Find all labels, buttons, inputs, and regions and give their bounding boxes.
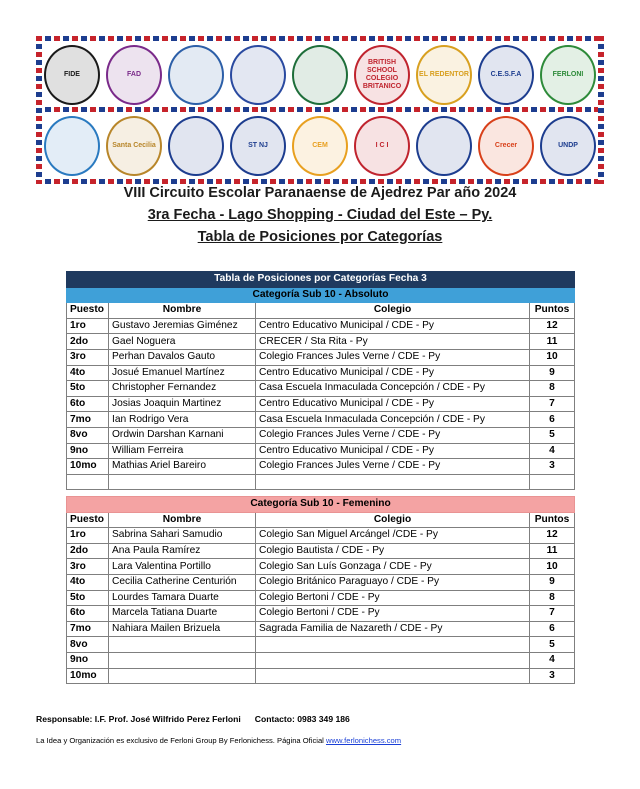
table-row <box>67 427 575 443</box>
cell-colegio: Colegio Bertoni / CDE - Py <box>256 590 530 606</box>
cell-puntos: 4 <box>530 443 575 459</box>
table-main-header-row <box>67 272 575 288</box>
cell-puesto: 9no <box>67 443 109 459</box>
cell-nombre: Nahiara Mailen Brizuela <box>109 621 256 637</box>
cell-colegio: Colegio Frances Jules Verne / CDE - Py <box>256 459 530 475</box>
ferlonichess-link[interactable]: www.ferlonichess.com <box>325 736 402 745</box>
cell-puntos: 10 <box>530 559 575 575</box>
cell-nombre: Gustavo Jeremias Giménez <box>109 318 256 334</box>
cell-colegio <box>256 652 530 668</box>
table-row <box>67 606 575 622</box>
cell-puntos: 12 <box>530 528 575 544</box>
cell-nombre: Gael Noguera <box>109 334 256 350</box>
cell-nombre: Cecilia Catherine Centurión <box>109 574 256 590</box>
category-header-absoluto: Categoría Sub 10 - Absoluto <box>67 287 575 303</box>
cell-puntos: 9 <box>530 365 575 381</box>
event-venue: 3ra Fecha - Lago Shopping - Ciudad del Este – Py. <box>147 207 493 223</box>
cell-puntos: 5 <box>530 637 575 653</box>
column-header-row <box>67 303 575 319</box>
spacer-cell <box>109 474 256 489</box>
cell-puesto: 6to <box>67 396 109 412</box>
cell-colegio: Centro Educativo Municipal / CDE - Py <box>256 443 530 459</box>
cell-puesto: 2do <box>67 334 109 350</box>
cell-puesto: 7mo <box>67 412 109 428</box>
cell-puesto: 10mo <box>67 459 109 475</box>
cell-puntos: 8 <box>530 381 575 397</box>
cell-puntos: 5 <box>530 427 575 443</box>
cell-nombre: Josias Joaquin Martinez <box>109 396 256 412</box>
banner-stripe-top <box>36 36 604 41</box>
category-header-row <box>67 287 575 303</box>
logo-row-bottom <box>44 114 596 178</box>
cell-puntos: 12 <box>530 318 575 334</box>
column-header-puntos: Puntos <box>530 512 575 528</box>
table-row <box>67 443 575 459</box>
cell-nombre: William Ferreira <box>109 443 256 459</box>
cell-nombre: Ian Rodrigo Vera <box>109 412 256 428</box>
cell-puesto: 8vo <box>67 637 109 653</box>
table-row <box>67 528 575 544</box>
cell-puntos: 10 <box>530 349 575 365</box>
spacer-row <box>67 474 575 489</box>
table-row <box>67 559 575 575</box>
cell-puesto: 9no <box>67 652 109 668</box>
santa-cecilia-logo: Santa Cecilia <box>106 116 162 176</box>
stnj-logo: ST NJ <box>230 116 286 176</box>
standings-table-absoluto <box>66 271 575 490</box>
el-redentor-logo: EL REDENTOR <box>416 45 472 105</box>
footer-idea-text: La Idea y Organización es exclusivo de Ferloni Group By Ferlonichess. Página Oficial <box>36 736 326 745</box>
cell-colegio: Colegio Bertoni / CDE - Py <box>256 606 530 622</box>
cell-colegio: Colegio San Miguel Arcángel /CDE - Py <box>256 528 530 544</box>
table-row <box>67 621 575 637</box>
cell-puntos: 3 <box>530 459 575 475</box>
table-row <box>67 318 575 334</box>
cell-nombre: Josué Emanuel Martínez <box>109 365 256 381</box>
cell-puesto: 7mo <box>67 621 109 637</box>
cell-nombre: Lara Valentina Portillo <box>109 559 256 575</box>
cell-nombre <box>109 652 256 668</box>
colegio-ciudad-logo <box>168 116 224 176</box>
cell-colegio: Casa Escuela Inmaculada Concepción / CDE - Py <box>256 381 530 397</box>
footer-note <box>36 736 401 745</box>
school-shield-logo <box>168 45 224 105</box>
banner-border-right <box>598 36 604 184</box>
cell-puntos: 8 <box>530 590 575 606</box>
cell-puntos: 3 <box>530 668 575 684</box>
ici-logo: I C I <box>354 116 410 176</box>
cell-puntos: 4 <box>530 652 575 668</box>
cell-nombre: Marcela Tatiana Duarte <box>109 606 256 622</box>
cell-colegio: Centro Educativo Municipal / CDE - Py <box>256 396 530 412</box>
table-row <box>67 349 575 365</box>
cell-puntos: 7 <box>530 606 575 622</box>
table-row <box>67 412 575 428</box>
cell-colegio: Centro Educativo Municipal / CDE - Py <box>256 318 530 334</box>
cell-puntos: 11 <box>530 334 575 350</box>
ecc-logo <box>230 45 286 105</box>
fide-logo: FIDE <box>44 45 100 105</box>
cell-colegio: Colegio Británico Paraguayo / CDE - Py <box>256 574 530 590</box>
cell-nombre: Ordwin Darshan Karnani <box>109 427 256 443</box>
table-row <box>67 574 575 590</box>
column-header-colegio: Colegio <box>256 512 530 528</box>
cell-puesto: 1ro <box>67 318 109 334</box>
cell-colegio: Centro Educativo Municipal / CDE - Py <box>256 365 530 381</box>
undp-logo: UNDP <box>540 116 596 176</box>
cell-nombre: Christopher Fernandez <box>109 381 256 397</box>
cell-puesto: 1ro <box>67 528 109 544</box>
ferloni-logo: FERLONI <box>540 45 596 105</box>
cell-puntos: 9 <box>530 574 575 590</box>
column-header-puntos: Puntos <box>530 303 575 319</box>
cell-puntos: 7 <box>530 396 575 412</box>
column-header-colegio: Colegio <box>256 303 530 319</box>
column-header-row <box>67 512 575 528</box>
footer-contacto: Contacto: 0983 349 186 <box>254 714 350 724</box>
cell-puesto: 4to <box>67 365 109 381</box>
table-row <box>67 590 575 606</box>
table-row <box>67 543 575 559</box>
table-row <box>67 459 575 475</box>
cem-logo: CEM <box>292 116 348 176</box>
cell-puesto: 3ro <box>67 559 109 575</box>
fad-logo: FAD <box>106 45 162 105</box>
footer-responsable: Responsable: I.F. Prof. José Wilfrido Perez Ferloni <box>36 714 241 724</box>
cell-nombre: Lourdes Tamara Duarte <box>109 590 256 606</box>
cell-puesto: 5to <box>67 381 109 397</box>
cell-colegio: CRECER / Sta Rita - Py <box>256 334 530 350</box>
table-row <box>67 334 575 350</box>
santa-rita-logo <box>416 116 472 176</box>
table-row <box>67 668 575 684</box>
cell-puesto: 2do <box>67 543 109 559</box>
standings-title: Tabla de Posiciones por Categorías <box>197 229 443 245</box>
cell-nombre: Sabrina Sahari Samudio <box>109 528 256 544</box>
column-header-nombre: Nombre <box>109 512 256 528</box>
spacer-cell <box>530 474 575 489</box>
table-row <box>67 396 575 412</box>
crecer-logo: Crecer <box>478 116 534 176</box>
cell-nombre <box>109 668 256 684</box>
cell-puesto: 3ro <box>67 349 109 365</box>
table-row <box>67 652 575 668</box>
category-header-femenino: Categoría Sub 10 - Femenino <box>67 497 575 513</box>
spacer-cell <box>67 474 109 489</box>
cell-puesto: 4to <box>67 574 109 590</box>
cell-puesto: 5to <box>67 590 109 606</box>
cell-colegio: Colegio San Luís Gonzaga / CDE - Py <box>256 559 530 575</box>
cell-puesto: 8vo <box>67 427 109 443</box>
table-main-header: Tabla de Posiciones por Categorías Fecha 3 <box>67 272 575 288</box>
sponsor-banner <box>36 36 604 184</box>
column-header-puesto: Puesto <box>67 512 109 528</box>
logo-row-top <box>44 44 596 106</box>
cell-puesto: 10mo <box>67 668 109 684</box>
cell-puntos: 6 <box>530 412 575 428</box>
category-header-row <box>67 497 575 513</box>
liga-logo <box>44 116 100 176</box>
cell-colegio: Sagrada Familia de Nazareth / CDE - Py <box>256 621 530 637</box>
table-row <box>67 381 575 397</box>
column-header-puesto: Puesto <box>67 303 109 319</box>
cell-puesto: 6to <box>67 606 109 622</box>
banner-stripe-middle <box>36 107 604 112</box>
cell-colegio: Colegio Bautista / CDE - Py <box>256 543 530 559</box>
footer-credits <box>36 714 350 724</box>
cell-colegio: Colegio Frances Jules Verne / CDE - Py <box>256 427 530 443</box>
event-title: VIII Circuito Escolar Paranaense de Ajedrez Par año 2024 <box>123 185 517 201</box>
column-header-nombre: Nombre <box>109 303 256 319</box>
cell-colegio <box>256 668 530 684</box>
cell-nombre: Ana Paula Ramírez <box>109 543 256 559</box>
chess-club-logo <box>292 45 348 105</box>
cell-puntos: 6 <box>530 621 575 637</box>
cell-colegio: Casa Escuela Inmaculada Concepción / CDE - Py <box>256 412 530 428</box>
spacer-cell <box>256 474 530 489</box>
banner-border-left <box>36 36 42 184</box>
standings-table-femenino <box>66 496 575 684</box>
british-school-logo: BRITISH SCHOOL COLEGIO BRITANICO <box>354 45 410 105</box>
banner-stripe-bottom <box>36 179 604 184</box>
cell-puntos: 11 <box>530 543 575 559</box>
cell-colegio <box>256 637 530 653</box>
cell-nombre: Mathias Ariel Bareiro <box>109 459 256 475</box>
cesfa-logo: C.E.S.F.A <box>478 45 534 105</box>
cell-nombre <box>109 637 256 653</box>
table-row <box>67 637 575 653</box>
table-row <box>67 365 575 381</box>
cell-colegio: Colegio Frances Jules Verne / CDE - Py <box>256 349 530 365</box>
cell-nombre: Perhan Davalos Gauto <box>109 349 256 365</box>
